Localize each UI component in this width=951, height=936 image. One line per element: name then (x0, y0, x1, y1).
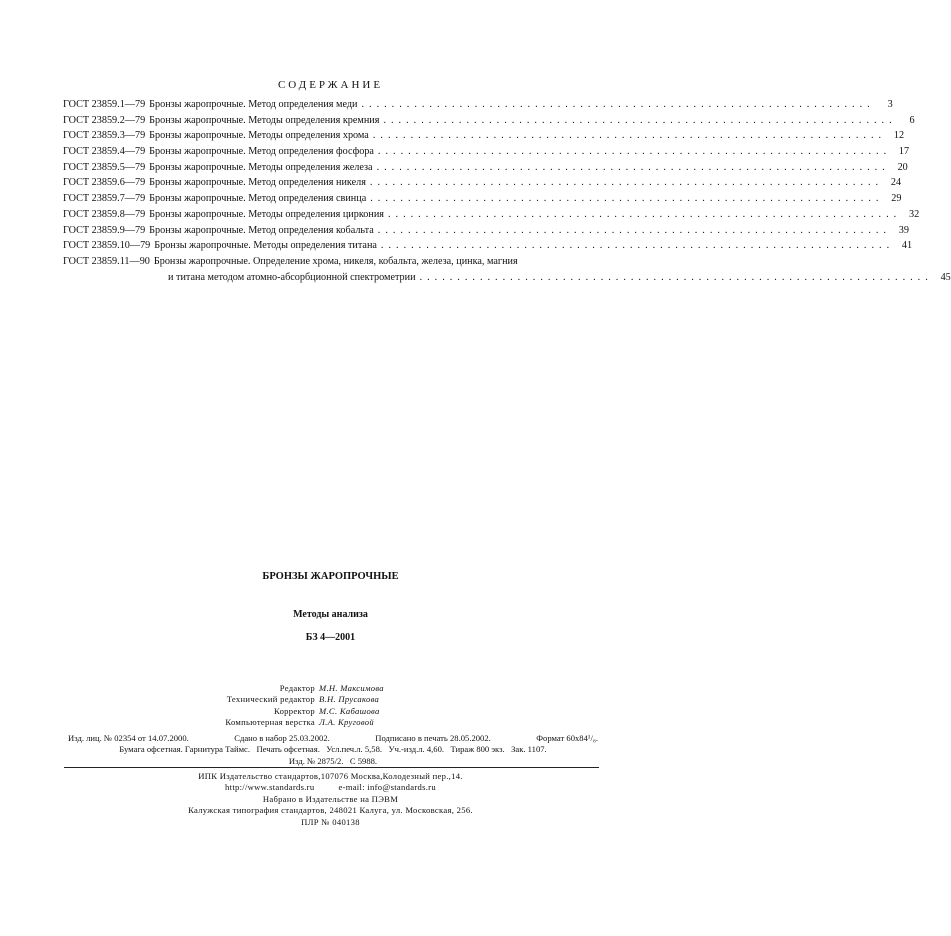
toc-entry-page: 6 (909, 114, 915, 126)
toc-entry-page: 45 (940, 271, 951, 283)
publication-code: БЗ 4—2001 (305, 632, 356, 643)
toc-entry-page: 29 (891, 193, 902, 205)
toc-entry-page: 17 (898, 146, 910, 158)
toc-entry-title: Бронзы жаропрочные. Метод определения свинца (149, 193, 367, 205)
toc-entry[interactable] (63, 161, 908, 178)
imprint-signed: Подписано в печать 28.05.2002. (375, 733, 491, 743)
imprint-license: Изд. лиц. № 02354 от 14.07.2000. (68, 733, 189, 743)
toc-entry[interactable] (63, 177, 902, 193)
credit-row (0, 706, 661, 717)
printer-license: ПЛР № 040138 (301, 816, 360, 827)
toc-entry[interactable] (63, 99, 893, 115)
credit-role: Корректор (273, 705, 315, 716)
toc-entry-code: ГОСТ 23859.8—79 (63, 208, 146, 220)
toc-entry-title: Бронзы жаропрочные. Методы определения железа (149, 161, 373, 173)
toc-entry-title: Бронзы жаропрочные. Методы определения кремния (149, 114, 380, 126)
toc-entry-title-cont: и титана методом атомно-абсорбционной спектрометрии (168, 271, 416, 283)
imprint-line-2: Бумага офсетная. Гарнитура Таймс. Печать офсетная. Усл.печ.л. 5,58. Уч.-изд.л. 4,60. Тираж 800 экз. Зак. 1107. (119, 744, 547, 755)
toc-entry-title: Бронзы жаропрочные. Метод определения фосфора (149, 146, 374, 158)
credit-row (0, 717, 661, 728)
imprint-block (68, 733, 598, 767)
toc-entry-title: Бронзы жаропрочные. Методы определения циркония (149, 208, 384, 220)
toc-entry[interactable] (63, 208, 920, 225)
toc-entry-page: 24 (890, 177, 902, 189)
toc-entry-title: Бронзы жаропрочные. Определение хрома, никеля, кобальта, железа, цинка, магния (153, 255, 518, 267)
credit-row (0, 683, 661, 694)
toc-dot-leader: .................................................................... (369, 177, 884, 189)
publisher-web-link[interactable]: http://www.standards.ru (225, 782, 315, 793)
imprint-line-1 (68, 733, 598, 744)
toc-dot-leader: .................................................................... (377, 224, 891, 236)
toc-entry[interactable] (63, 256, 598, 272)
toc-entry-code: ГОСТ 23859.4—79 (63, 146, 146, 158)
toc-entry-code: ГОСТ 23859.2—79 (63, 114, 146, 126)
publication-title: БРОНЗЫ ЖАРОПРОЧНЫЕ (262, 571, 399, 582)
table-of-contents (63, 99, 951, 287)
publisher-address: ИПК Издательство стандартов,107076 Москва,Колодезный пер.,14. (198, 771, 463, 781)
toc-dot-leader: .................................................................... (372, 130, 887, 142)
printer-address: Калужская типография стандартов, 248021 Калуга, ул. Московская, 256. (188, 805, 473, 816)
toc-entry-title: Бронзы жаропрочные. Методы определения хрома (149, 130, 369, 142)
credit-name: В.Н. Прусакова (319, 694, 380, 705)
toc-entry-code: ГОСТ 23859.1—79 (63, 99, 146, 110)
credit-name: Л.А. Круговой (319, 717, 374, 728)
toc-entry-title: Бронзы жаропрочные. Методы определения титана (154, 240, 377, 252)
publication-subtitle: Методы анализа (293, 609, 368, 620)
toc-dot-leader: .................................................................... (361, 99, 875, 110)
credit-row (0, 694, 661, 705)
toc-entry-page: 12 (893, 130, 905, 142)
toc-entry-code: ГОСТ 23859.6—79 (63, 177, 146, 189)
toc-entry-code: ГОСТ 23859.3—79 (63, 130, 146, 142)
credit-role: Редактор (279, 683, 315, 693)
credit-name: М.С. Кабашова (319, 705, 380, 716)
divider-line (64, 767, 599, 768)
publisher-email-link[interactable]: e-mail: info@standards.ru (338, 782, 436, 793)
toc-entry-code: ГОСТ 23859.10—79 (63, 240, 151, 252)
toc-entry[interactable] (63, 224, 909, 241)
publisher-contacts (0, 782, 661, 793)
credit-role: Компьютерная верстка (225, 717, 315, 728)
toc-entry-page: 20 (897, 161, 908, 173)
credit-name: М.Н. Максимова (319, 683, 384, 693)
credit-role: Технический редактор (226, 694, 315, 705)
toc-entry[interactable] (63, 146, 910, 162)
toc-dot-leader: .................................................................... (370, 193, 884, 205)
toc-dot-leader: .................................................................... (387, 208, 902, 220)
toc-entry[interactable] (63, 193, 902, 209)
toc-entry-code: ГОСТ 23859.9—79 (63, 224, 146, 236)
toc-entry[interactable] (63, 130, 905, 146)
toc-entry-page: 3 (887, 99, 893, 110)
toc-entry-page: 39 (898, 224, 909, 236)
toc-entry-title: Бронзы жаропрочные. Метод определения меди (149, 99, 358, 110)
toc-entry[interactable] (63, 114, 915, 131)
imprint-format: Формат 60х84¹/₈. (536, 733, 598, 743)
toc-entry-page: 41 (901, 240, 913, 252)
publisher-typeset-note: Набрано в Издательстве на ПЭВМ (262, 793, 399, 804)
credits-block (0, 683, 661, 729)
publisher-block (0, 771, 661, 828)
toc-entry-code: ГОСТ 23859.5—79 (63, 161, 146, 173)
toc-entry-page: 32 (908, 208, 920, 220)
toc-dot-leader: .................................................................... (383, 114, 897, 126)
toc-entry-title: Бронзы жаропрочные. Метод определения кобальта (149, 224, 374, 236)
toc-dot-leader: .................................................................... (380, 240, 895, 252)
toc-dot-leader: .................................................................... (376, 161, 890, 173)
toc-entry-code: ГОСТ 23859.7—79 (63, 193, 146, 205)
toc-entry-continuation[interactable] (63, 271, 951, 288)
imprint-submitted: Сдано в набор 25.03.2002. (234, 733, 330, 743)
toc-title: СОДЕРЖАНИЕ (277, 79, 384, 91)
imprint-line-3: Изд. № 2875/2. С 5988. (288, 755, 378, 766)
toc-entry[interactable] (63, 240, 913, 256)
toc-entry-title: Бронзы жаропрочные. Метод определения никеля (149, 177, 366, 189)
toc-dot-leader: .................................................................... (419, 271, 933, 283)
toc-entry-code: ГОСТ 23859.11—90 (63, 255, 150, 267)
toc-dot-leader: .................................................................... (377, 146, 892, 158)
